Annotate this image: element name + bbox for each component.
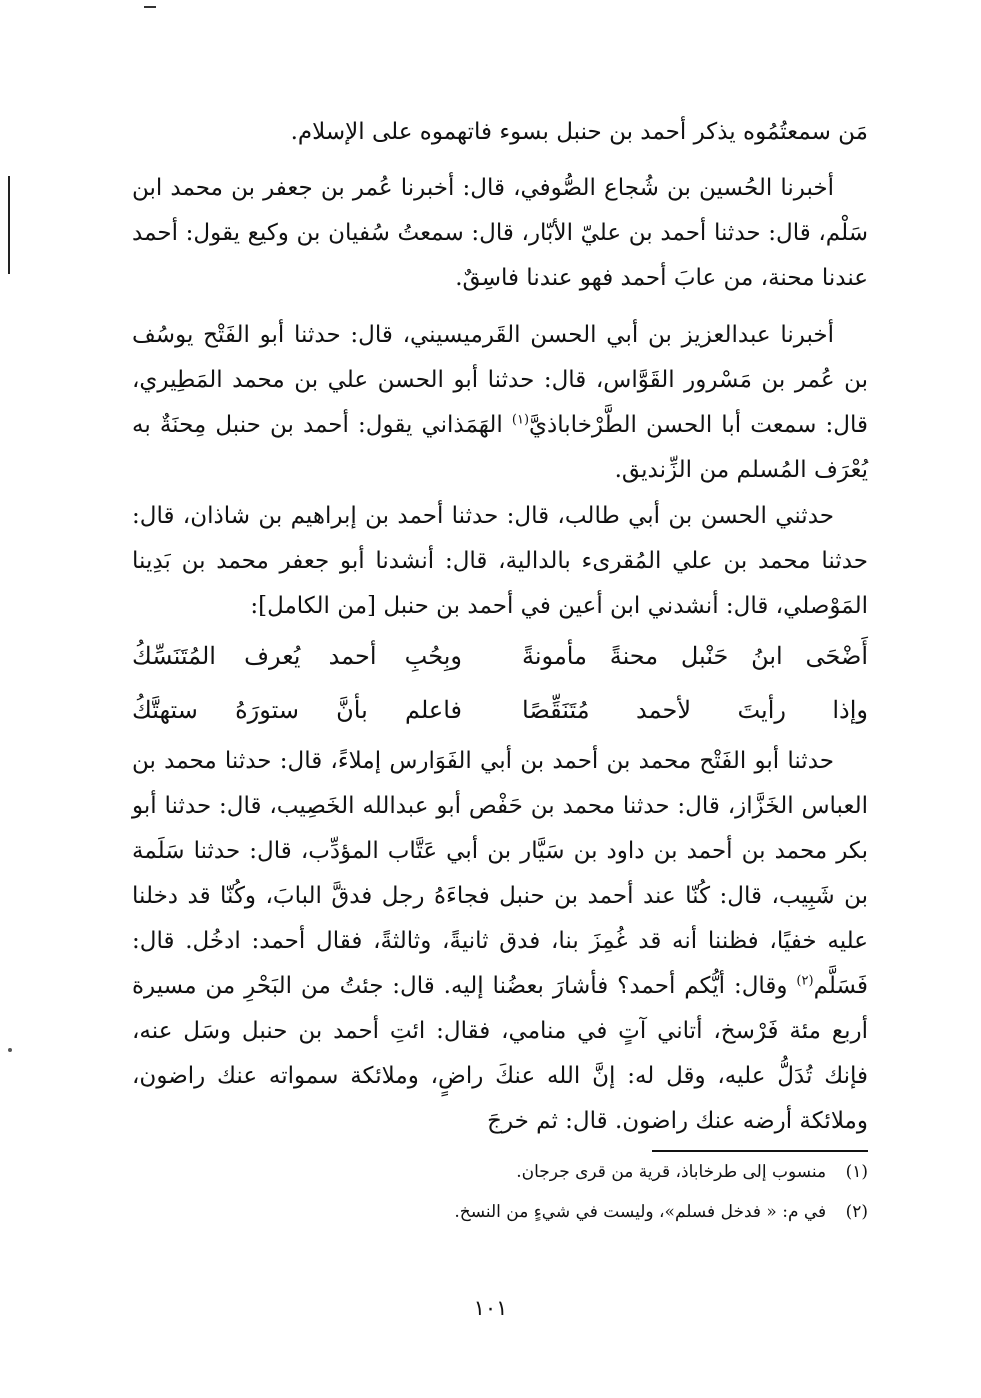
footnote-1-text: منسوب إلى طرخاباذ، قرية من قرى جرجان. — [516, 1162, 827, 1182]
footnote-1 — [516, 1162, 868, 1182]
paragraph-1-text: مَن سمعتُمُوه يذكر أحمد بن حنبل بسوء فاتهموه على الإسلام. — [290, 119, 868, 145]
scan-dot — [8, 1048, 12, 1052]
verse-1-second-hemistich: وبِحُبِ أحمد يُعرف المُتَنَسِّكُ — [132, 642, 462, 670]
verse-2-first-hemistich: وإذا رأيتَ لأحمد مُتَنَقِّصًا — [522, 696, 868, 724]
paragraph-3-text-a: أخبرنا عبدالعزيز بن أبي الحسن القَرميسيني، قال: حدثنا أبو الفَتْح يوسُف بن عُمر بن مَسْرور القَوَّاس، قال: حدثنا أبو الحسن علي بن محمد المَطِيري، قال: سمعت أبا الحسن الطَّرْخاباذيَّ — [132, 322, 868, 438]
footnote-2 — [454, 1202, 868, 1222]
paragraph-3 — [132, 313, 868, 493]
verse-line-1 — [132, 634, 868, 679]
verse-2-second-hemistich: فاعلم بأنَّ ستورَهُ ستهتَّكُ — [132, 696, 462, 724]
footnote-2-text: في م: « فدخل فسلم»، وليست في شيءٍ من النسخ. — [454, 1202, 827, 1222]
paragraph-5-text-b: وقال: أيُّكم أحمد؟ فأشارَ بعضُنا إليه. قال: جئتُ من البَحْرِ من مسيرة أربع مئة فَرْسخ، أتاني آتٍ في منامي، فقال: ائتِ أحمد بن حنبل وسَل عنه، فإنك تُدَلُّ عليه، وقل له: إنَّ الله عنكَ راضٍ، وملائكة سمواته عنك راضون، وملائكة أرضه عنك راضون. قال: ثم خرجَ — [132, 973, 868, 1134]
footnote-2-number: (٢) — [845, 1202, 868, 1222]
paragraph-5-text-a: حدثنا أبو الفَتْح محمد بن أحمد بن أبي الفَوَارس إملاءً، قال: حدثنا محمد بن العباس الخَزَّاز، قال: حدثنا محمد بن حَفْص أبو عبدالله الخَصِيب، قال: حدثنا أبو بكر محمد بن أحمد بن داود بن سَيَّار بن أبي عَتَّاب المؤدِّب، قال: حدثنا سَلَمة بن شَبِيب، قال: كُنّا عند أحمد بن حنبل فجاءَهُ رجل فدقَّ البابَ، وكُنّا قد دخلنا عليه خفيًا، فظننا أنه قد غُمِزَ بنا، فدق ثانيةً، وثالثةً، فقال أحمد: ادخُل. قال: فَسَلَّم — [132, 748, 868, 999]
paragraph-1 — [132, 110, 868, 155]
scan-mark — [144, 6, 156, 8]
paragraph-5 — [132, 739, 868, 1144]
paragraph-2 — [132, 166, 868, 301]
verse-line-2 — [132, 688, 868, 733]
verse-1-first-hemistich: أَضْحَى ابنُ حَنْبل محنةً مأمونةً — [522, 642, 868, 670]
footnote-1-number: (١) — [845, 1162, 868, 1182]
paragraph-4 — [132, 494, 868, 629]
margin-bar — [8, 176, 10, 274]
paragraph-3-text-b: الهَمَذاني يقول: أحمد بن حنبل مِحنَةٌ به يُعْرَف المُسلم من الزِّنديق. — [132, 412, 868, 483]
paragraph-2-text: أخبرنا الحُسين بن شُجاع الصُّوفي، قال: أخبرنا عُمر بن جعفر بن محمد ابن سَلْم، قال: حدثنا أحمد بن عليّ الأبّار، قال: سمعتُ سُفيان بن وكيع يقول: أحمد عندنا محنة، من عابَ أحمد فهو عندنا فاسِقٌ. — [132, 175, 868, 291]
paragraph-4-text: حدثني الحسن بن أبي طالب، قال: حدثنا أحمد بن إبراهيم بن شاذان، قال: حدثنا محمد بن علي المُقرىء بالدالية، قال: أنشدنا أبو جعفر محمد بن بَدِينا المَوْصلي، قال: أنشدني ابن أعين في أحمد بن حنبل [من الكامل]: — [132, 503, 868, 619]
footnote-ref-1: (١) — [511, 412, 530, 428]
footnote-ref-2: (٢) — [796, 973, 814, 989]
page-number: ١٠١ — [473, 1296, 508, 1320]
footnote-separator — [652, 1150, 868, 1152]
